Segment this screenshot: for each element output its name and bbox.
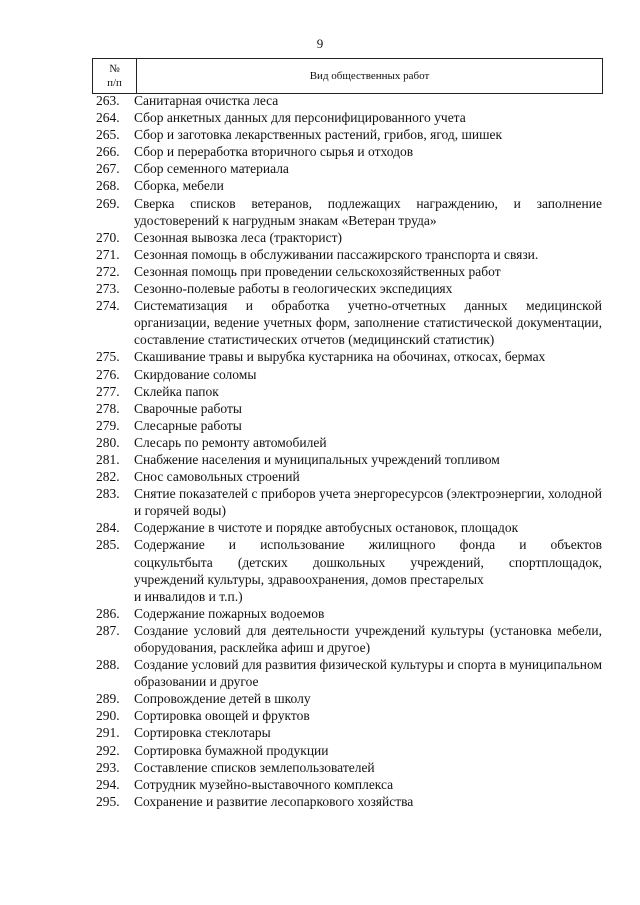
item-text: Сопровождение детей в школу <box>134 691 311 707</box>
item-number: 293. <box>96 759 120 775</box>
item-text: Сверка списков ветеранов, подлежащих награждению, и заполнение удостоверений к нагрудным знакам «Ветеран труда» <box>134 195 602 228</box>
item-text: Сезонно-полевые работы в геологических экспедициях <box>134 281 453 297</box>
item-text: Слесарные работы <box>134 417 242 433</box>
table-header <box>92 58 603 94</box>
item-number: 286. <box>96 605 120 621</box>
list-item <box>96 536 602 604</box>
item-text: Скашивание травы и вырубка кустарника на обочинах, откосах, бермах <box>134 349 546 365</box>
item-text: Сбор анкетных данных для персонифицированного учета <box>134 110 466 126</box>
item-text: Сортировка стеклотары <box>134 725 271 741</box>
item-number: 295. <box>96 793 120 809</box>
item-number: 280. <box>96 434 120 450</box>
list-item <box>96 92 602 109</box>
item-number: 281. <box>96 451 120 467</box>
list-item <box>96 724 602 741</box>
item-number: 274. <box>96 298 120 314</box>
item-text-line: учреждений культуры, здравоохранения, домов престарелых <box>134 571 484 587</box>
item-text: Составление списков землепользователей <box>134 759 375 775</box>
item-text: Сезонная вывозка леса (тракторист) <box>134 229 342 245</box>
item-text: Сбор и переработка вторичного сырья и отходов <box>134 144 414 160</box>
item-text: Снятие показателей с приборов учета энергоресурсов (электроэнергии, холодной и горячей воды) <box>134 486 602 519</box>
item-text: Содержание в чистоте и порядке автобусных остановок, площадок <box>134 520 519 536</box>
item-text: Снос самовольных строений <box>134 469 300 485</box>
list-item <box>96 160 602 177</box>
item-text: Сезонная помощь при проведении сельскохозяйственных работ <box>134 263 501 279</box>
list-item <box>96 690 602 707</box>
item-number: 278. <box>96 400 120 416</box>
list-item <box>96 348 602 365</box>
item-text: Слесарь по ремонту автомобилей <box>134 434 327 450</box>
item-text <box>134 536 602 604</box>
number-symbol: № <box>109 63 120 75</box>
list-item <box>96 656 602 690</box>
list-item <box>96 280 602 297</box>
item-number: 275. <box>96 349 120 365</box>
list-item <box>96 366 602 383</box>
number-abbrev: п/п <box>107 77 122 89</box>
list-item <box>96 793 602 810</box>
item-text: Создание условий для развития физической культуры и спорта в муниципальном образовании и другое <box>134 657 602 690</box>
item-number: 284. <box>96 520 120 536</box>
item-text: Сохранение и развитие лесопаркового хозяйства <box>134 793 414 809</box>
public-works-list <box>96 92 602 810</box>
item-number: 288. <box>96 657 120 673</box>
item-text: Сортировка овощей и фруктов <box>134 708 310 724</box>
list-item <box>96 622 602 656</box>
item-text: Создание условий для деятельности учреждений культуры (установка мебели, оборудования, расклейка афиш и другое) <box>134 622 602 655</box>
item-number: 291. <box>96 725 120 741</box>
list-item <box>96 143 602 160</box>
item-number: 264. <box>96 110 120 126</box>
item-number: 289. <box>96 691 120 707</box>
item-number: 290. <box>96 708 120 724</box>
item-text: Сбор и заготовка лекарственных растений, грибов, ягод, шишек <box>134 127 503 143</box>
item-number: 272. <box>96 263 120 279</box>
item-number: 287. <box>96 622 120 638</box>
list-item <box>96 485 602 519</box>
item-number: 263. <box>96 93 120 108</box>
item-text: Сотрудник музейно-выставочного комплекса <box>134 776 394 792</box>
item-number: 282. <box>96 469 120 485</box>
item-number: 266. <box>96 144 120 160</box>
list-item <box>96 195 602 229</box>
item-number: 273. <box>96 281 120 297</box>
item-number: 283. <box>96 486 120 502</box>
list-item <box>96 519 602 536</box>
list-item <box>96 177 602 194</box>
item-text: Санитарная очистка леса <box>134 93 279 108</box>
list-item <box>96 246 602 263</box>
list-item <box>96 434 602 451</box>
item-number: 267. <box>96 161 120 177</box>
item-number: 268. <box>96 178 120 194</box>
item-text: Снабжение населения и муниципальных учреждений топливом <box>134 451 500 467</box>
item-text: Скирдование соломы <box>134 366 257 382</box>
item-text: Сборка, мебели <box>134 178 224 194</box>
item-text: Склейка папок <box>134 383 219 399</box>
item-text: Сбор семенного материала <box>134 161 289 177</box>
list-item <box>96 126 602 143</box>
item-number: 271. <box>96 246 120 262</box>
list-item <box>96 707 602 724</box>
list-item <box>96 400 602 417</box>
list-item <box>96 263 602 280</box>
list-item <box>96 417 602 434</box>
item-text: Содержание пожарных водоемов <box>134 605 325 621</box>
item-text: Систематизация и обработка учетно-отчетных данных медицинской организации, ведение учетных форм, заполнение статистической документации, составление статистических отчетов (медицинский статистик) <box>134 298 602 348</box>
item-number: 294. <box>96 776 120 792</box>
list-item <box>96 759 602 776</box>
list-item <box>96 742 602 759</box>
number-column-header <box>93 59 137 93</box>
item-text: Сварочные работы <box>134 400 242 416</box>
item-number: 285. <box>96 537 120 553</box>
item-number: 276. <box>96 366 120 382</box>
item-number: 269. <box>96 195 120 211</box>
item-number: 292. <box>96 742 120 758</box>
list-item <box>96 109 602 126</box>
item-text-line: и инвалидов и т.п.) <box>134 588 243 604</box>
item-number: 270. <box>96 229 120 245</box>
item-text-line: соцкультбыта (детских дошкольных учреждений, спортплощадок, <box>134 554 602 570</box>
list-item <box>96 776 602 793</box>
item-text: Сортировка бумажной продукции <box>134 742 329 758</box>
list-item <box>96 229 602 246</box>
work-type-column-header: Вид общественных работ <box>309 70 430 82</box>
list-item <box>96 451 602 468</box>
item-number: 265. <box>96 127 120 143</box>
list-item <box>96 605 602 622</box>
list-item <box>96 383 602 400</box>
item-number: 279. <box>96 417 120 433</box>
list-item <box>96 297 602 348</box>
page-number: 9 <box>316 36 324 51</box>
item-number: 277. <box>96 383 120 399</box>
item-text-line: Содержание и использование жилищного фонда и объектов <box>134 537 602 553</box>
item-text: Сезонная помощь в обслуживании пассажирского транспорта и связи. <box>134 246 539 262</box>
list-item <box>96 468 602 485</box>
